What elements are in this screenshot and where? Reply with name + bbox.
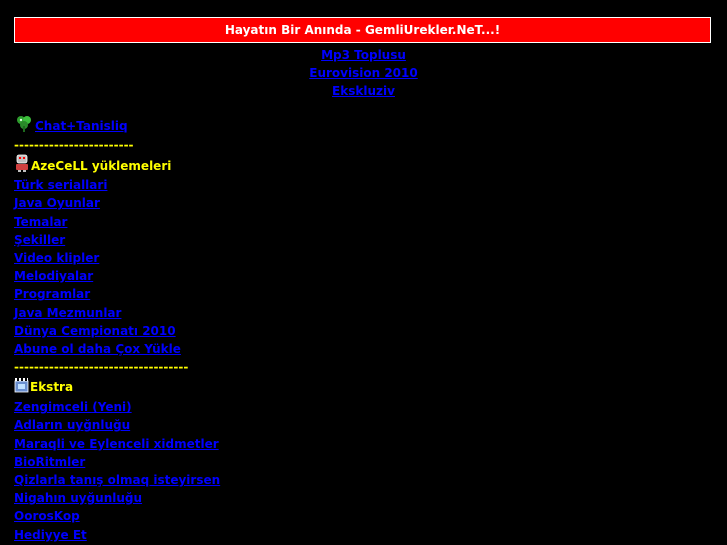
link-mp3-toplusu[interactable]: Mp3 Toplusu [321,48,406,62]
link-sekiller[interactable]: Şekiller [14,232,66,247]
link-adlarin-uygunlugu[interactable]: Adların uyğnluğu [14,418,131,433]
link-java-mezmunlar[interactable]: Java Mezmunlar [14,305,122,320]
link-hediyye-et[interactable]: Hediyye Et [14,527,87,542]
separator: ----------------------------------- [14,360,189,375]
link-ekskluziv[interactable]: Ekskluziv [332,84,395,98]
link-bioritmler[interactable]: BioRitmler [14,454,86,469]
chat-row [14,114,727,136]
link-nigahin-uygunlugu[interactable]: Nigahın uyğunluğu [14,491,143,506]
link-programlar[interactable]: Programlar [14,287,91,302]
site-banner: Hayatın Bir Anında - GemliUrekler.NeT...! [14,17,711,43]
link-dunya-cempionati[interactable]: Dünya Cempionatı 2010 [14,323,176,338]
separator: ------------------------ [14,138,134,152]
azecell-heading-label: AzeCeLL yüklemeleri [31,159,172,174]
link-abune-ol[interactable]: Abune ol daha Çox Yükle [14,341,181,356]
link-maraqli-xidmetler[interactable]: Maraqli ve Eylenceli xidmetler [14,436,219,451]
link-melodiyalar[interactable]: Melodiyalar [14,269,94,284]
link-zengimceli[interactable]: Zengimceli (Yeni) [14,400,132,415]
top-links [0,46,727,100]
link-eurovision-2010[interactable]: Eurovision 2010 [309,66,418,80]
ekstra-heading-label: Ekstra [30,380,74,395]
film-icon [14,377,29,400]
link-chat-tanisliq[interactable]: Chat+Tanisliq [35,119,128,133]
link-video-klipler[interactable]: Video klipler [14,250,100,265]
ekstra-heading [14,376,727,398]
link-temalar[interactable]: Temalar [14,214,68,229]
link-qizlarla-tanis[interactable]: Qizlarla tanış olmaq isteyirsen [14,473,221,487]
link-ooroskop[interactable]: OorosKop [14,509,80,524]
azecell-heading [14,154,727,176]
link-turk-seriallari[interactable]: Türk seriallari [14,178,108,193]
main-menu [14,114,727,544]
link-java-oyunlar[interactable]: Java Oyunlar [14,196,100,211]
